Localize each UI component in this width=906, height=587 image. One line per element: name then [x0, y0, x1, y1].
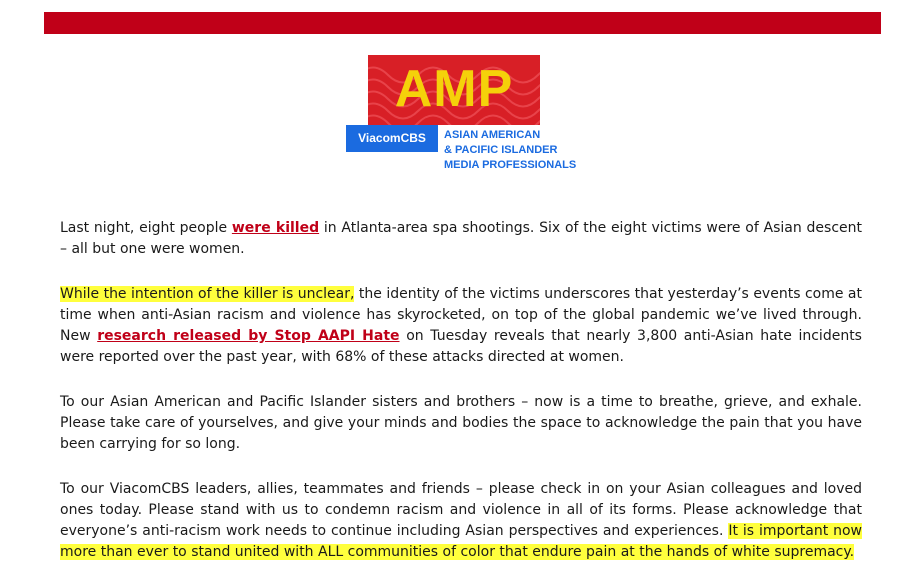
were-killed-link[interactable]: were killed [231, 220, 320, 236]
viacomcbs-badge: ViacomCBS [346, 125, 438, 152]
top-red-bar [44, 12, 881, 34]
amp-logo-text: AMP [394, 60, 514, 118]
org-name-line-3: MEDIA PROFESSIONALS [444, 159, 577, 171]
org-name-line-1: ASIAN AMERICAN [444, 129, 541, 141]
org-name-line-2: & PACIFIC ISLANDER [444, 144, 558, 156]
paragraph-4: To our ViacomCBS leaders, allies, teammates and friends – please check in on your Asian colleagues and loved ones today. Please stand with us to condemn racism and violence in all of its forms. Please acknowledge that everyone’s anti-racism work needs to continue including Asian perspectives and experiences. It is important now more than ever to stand united with ALL communities of color that endure pain at the hands of white supremacy. [60, 481, 862, 560]
amp-logo [346, 55, 586, 180]
highlighted-text: It is important now more than ever to stand united with ALL communities of color that endure pain at the hands of white supremacy. [60, 523, 862, 560]
paragraph-2: While the intention of the killer is unclear, the identity of the victims underscores that yesterday’s events come at time when anti-Asian racism and violence has skyrocketed, on top of the global pandemic we’ve lived through. New research released by Stop AAPI Hate on Tuesday reveals that nearly 3,800 anti-Asian hate incidents were reported over the past year, with 68% of these attacks directed at women. [60, 286, 862, 365]
letter-body [60, 218, 862, 587]
paragraph-3: To our Asian American and Pacific Islander sisters and brothers – now is a time to breathe, grieve, and exhale. Please take care of yourselves, and give your minds and bodies the space to acknowledge the pain that you have been carrying for so long. [60, 394, 862, 452]
stop-aapi-hate-research-link[interactable]: research released by Stop AAPI Hate [97, 328, 400, 344]
highlighted-text: While the intention of the killer is unclear, [60, 286, 355, 302]
org-name [444, 128, 594, 173]
amp-logo-box [368, 55, 540, 125]
paragraph-1: Last night, eight people were killed in Atlanta-area spa shootings. Six of the eight victims were of Asian descent – all but one were women. [60, 220, 862, 257]
